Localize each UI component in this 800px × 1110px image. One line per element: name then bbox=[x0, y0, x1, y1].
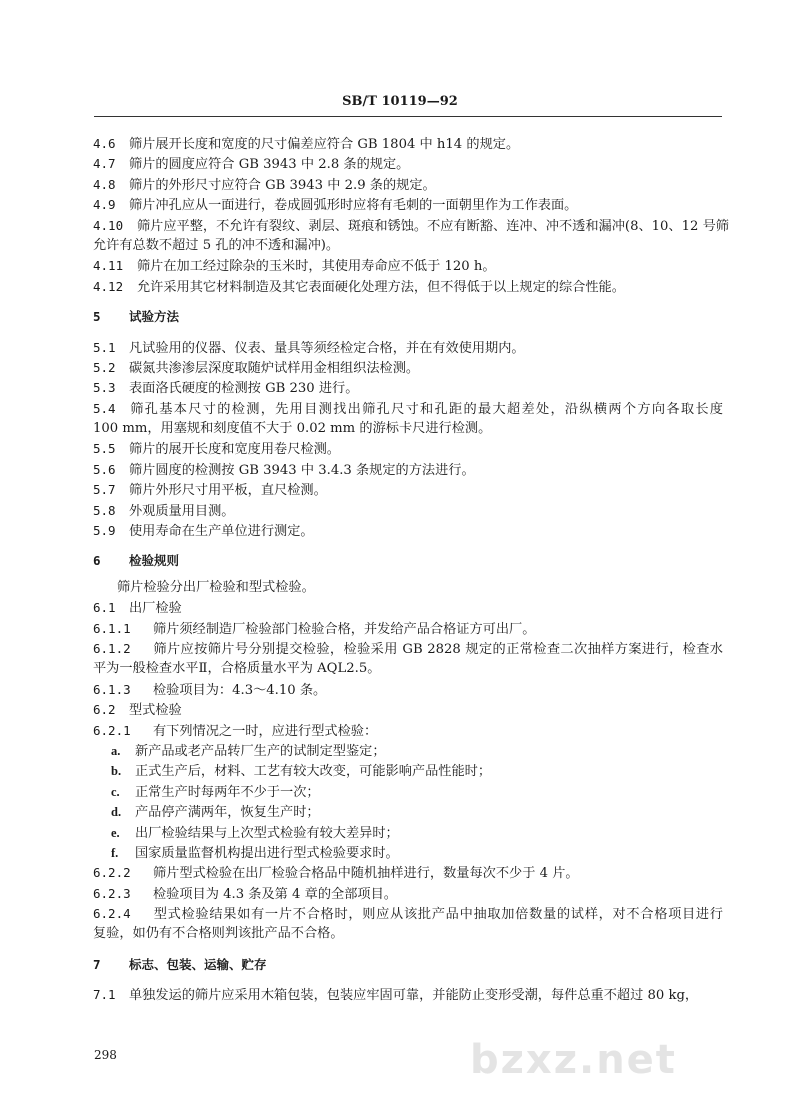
header-rule bbox=[94, 116, 722, 117]
clause-text: 筛片的展开长度和宽度用卷尺检测。 bbox=[129, 442, 340, 458]
clause-number: 4.12 bbox=[93, 278, 124, 294]
clause bbox=[93, 521, 723, 541]
clause-number: 4.10 bbox=[93, 217, 124, 233]
clause-number: 7.1 bbox=[93, 987, 116, 1003]
list-marker: a. bbox=[111, 743, 121, 758]
clause bbox=[93, 460, 723, 480]
clause bbox=[93, 884, 723, 904]
clause-text: 检验项目为 4.3 条及第 4 章的全部项目。 bbox=[153, 886, 397, 902]
list-marker: b. bbox=[111, 764, 122, 779]
clause bbox=[93, 399, 723, 419]
clause-text: 出厂检验 bbox=[129, 601, 182, 617]
clause bbox=[93, 501, 723, 521]
clause-text: 型式检验 bbox=[129, 703, 182, 719]
clause-number: 6.1 bbox=[93, 600, 116, 616]
clause bbox=[93, 338, 723, 358]
clause-text: 允许采用其它材料制造及其它表面硬化处理方法，但不得低于以上规定的综合性能。 bbox=[137, 279, 625, 295]
section-6-intro: 筛片检验分出厂检验和型式检验。 bbox=[117, 579, 315, 595]
clause bbox=[93, 256, 723, 276]
clause bbox=[93, 175, 723, 195]
clause-continuation: 允许有总数不超过 5 孔的冲不透和漏冲)。 bbox=[93, 237, 340, 253]
clause-text: 筛片圆度的检测按 GB 3943 中 3.4.3 条规定的方法进行。 bbox=[129, 462, 475, 478]
clause-number: 4.11 bbox=[93, 258, 124, 274]
clause bbox=[93, 721, 723, 741]
clause-text: 筛片的外形尺寸应符合 GB 3943 中 2.9 条的规定。 bbox=[129, 177, 436, 193]
clause-number: 6.2.1 bbox=[93, 722, 131, 738]
clause bbox=[93, 680, 723, 700]
clause-text: 筛片应按筛片号分别提交检验，检验采用 GB 2828 规定的正常检查二次抽样方案进行，检查水 bbox=[153, 641, 723, 657]
clause-6-2-1-list bbox=[93, 741, 723, 863]
clause-text: 使用寿命在生产单位进行测定。 bbox=[129, 524, 314, 540]
clause-number: 5.7 bbox=[93, 482, 116, 498]
list-item-text: 新产品或老产品转厂生产的试制定型鉴定； bbox=[135, 743, 386, 759]
clause-continuation: 复验，如仍有不合格则判该批产品不合格。 bbox=[93, 926, 344, 942]
clause bbox=[93, 598, 723, 618]
clause bbox=[93, 904, 723, 924]
clause-text: 型式检验结果如有一片不合格时，则应从该批产品中抽取加倍数量的试样，对不合格项目进行 bbox=[153, 907, 723, 923]
clause bbox=[93, 154, 723, 174]
clause-number: 4.8 bbox=[93, 176, 116, 192]
standard-header: SB/T 10119—92 bbox=[342, 94, 458, 109]
clause-number: 4.9 bbox=[93, 197, 116, 213]
list-item-text: 正式生产后，材料、工艺有较大改变，可能影响产品性能时； bbox=[135, 764, 492, 780]
section-7-clauses bbox=[93, 985, 723, 1005]
clause-continuation: 100 mm，用塞规和刻度值不大于 0.02 mm 的游标卡尺进行检测。 bbox=[93, 421, 492, 437]
list-item bbox=[93, 802, 723, 822]
clause-number: 5.4 bbox=[93, 400, 116, 416]
clause-text: 筛孔基本尺寸的检测，先用目测找出筛孔尺寸和孔距的最大超差处，沿纵横两个方向各取长度 bbox=[129, 401, 723, 417]
clause-number: 5.5 bbox=[93, 441, 116, 457]
clause bbox=[93, 985, 723, 1005]
section-heading-6: 6 检验规则 bbox=[93, 553, 180, 569]
clause-number: 5.8 bbox=[93, 502, 116, 518]
clause-number: 6.1.1 bbox=[93, 620, 131, 636]
watermark: bzxz.net bbox=[470, 1037, 677, 1083]
clause bbox=[93, 216, 729, 236]
clause-text: 筛片的圆度应符合 GB 3943 中 2.8 条的规定。 bbox=[129, 157, 410, 173]
clause-text: 有下列情况之一时，应进行型式检验： bbox=[153, 723, 378, 739]
section-5-clauses bbox=[93, 338, 723, 542]
list-item-text: 产品停产满两年，恢复生产时； bbox=[135, 805, 320, 821]
clause-number: 5.9 bbox=[93, 523, 116, 539]
clause bbox=[93, 639, 723, 659]
clause bbox=[93, 378, 723, 398]
section-6-clauses bbox=[93, 598, 723, 741]
clause-number: 6.2.3 bbox=[93, 885, 131, 901]
document-body bbox=[93, 134, 729, 1006]
clause bbox=[93, 700, 723, 720]
clause bbox=[93, 277, 723, 297]
clause-continuation: 平为一般检查水平Ⅱ，合格质量水平为 AQL2.5。 bbox=[93, 661, 381, 677]
clause-number: 6.2.2 bbox=[93, 865, 131, 881]
clause-text: 检验项目为：4.3～4.10 条。 bbox=[153, 682, 327, 698]
list-marker: e. bbox=[111, 825, 120, 840]
clause-number: 6.1.3 bbox=[93, 681, 131, 697]
clause-text: 筛片须经制造厂检验部门检验合格，并发给产品合格证方可出厂。 bbox=[153, 621, 536, 637]
clause-number: 4.6 bbox=[93, 136, 116, 151]
clause-text: 凡试验用的仪器、仪表、量具等须经检定合格，并在有效使用期内。 bbox=[129, 340, 525, 356]
section-6-2-clauses bbox=[93, 863, 723, 945]
list-marker: f. bbox=[111, 845, 119, 860]
clause-text: 外观质量用目测。 bbox=[129, 503, 235, 519]
list-item bbox=[93, 761, 723, 781]
list-item bbox=[93, 823, 723, 843]
clause bbox=[93, 358, 723, 378]
clause-text: 筛片展开长度和宽度的尺寸偏差应符合 GB 1804 中 h14 的规定。 bbox=[129, 137, 520, 152]
list-item-text: 出厂检验结果与上次型式检验有较大差异时； bbox=[135, 825, 399, 841]
clause-number: 5.2 bbox=[93, 359, 116, 375]
section-heading-7: 7 标志、包装、运输、贮存 bbox=[93, 956, 267, 972]
clause bbox=[93, 619, 723, 639]
list-item bbox=[93, 843, 723, 863]
clause-number: 6.2.4 bbox=[93, 906, 131, 922]
clause-text: 单独发运的筛片应采用木箱包装，包装应牢固可靠，并能防止变形受潮，每件总重不超过 80 kg， bbox=[129, 988, 699, 1004]
section-heading-5: 5 试验方法 bbox=[93, 309, 180, 325]
clause-text: 筛片在加工经过除杂的玉米时，其使用寿命应不低于 120 h。 bbox=[137, 259, 496, 275]
list-marker: d. bbox=[111, 805, 122, 820]
clause-text: 碳氮共渗渗层深度取随炉试样用金相组织法检测。 bbox=[129, 360, 420, 376]
clause-number: 5.6 bbox=[93, 461, 116, 477]
clause bbox=[93, 439, 723, 459]
clause-number: 4.7 bbox=[93, 156, 116, 172]
list-marker: c. bbox=[111, 784, 120, 799]
clause bbox=[93, 134, 723, 154]
clause-text: 筛片应平整，不允许有裂纹、剥层、斑痕和锈蚀。不应有断豁、连冲、冲不透和漏冲(8、10、12 号筛 bbox=[137, 218, 729, 234]
clause-text: 筛片冲孔应从一面进行，卷成圆弧形时应将有毛刺的一面朝里作为工作表面。 bbox=[129, 198, 578, 214]
clause-number: 5.3 bbox=[93, 380, 116, 396]
clause-number: 6.1.2 bbox=[93, 640, 131, 656]
clause-text: 筛片外形尺寸用平板，直尺检测。 bbox=[129, 483, 327, 499]
clause bbox=[93, 480, 723, 500]
clause bbox=[93, 863, 723, 883]
list-item-text: 国家质量监督机构提出进行型式检验要求时。 bbox=[135, 845, 399, 861]
clause-number: 6.2 bbox=[93, 702, 116, 718]
clause bbox=[93, 195, 723, 215]
list-item bbox=[93, 782, 723, 802]
page-number: 298 bbox=[94, 1048, 117, 1062]
clause-text: 筛片型式检验在出厂检验合格品中随机抽样进行，数量每次不少于 4 片。 bbox=[153, 866, 579, 882]
list-item bbox=[93, 741, 723, 761]
clause-number: 5.1 bbox=[93, 339, 116, 355]
list-item-text: 正常生产时每两年不少于一次； bbox=[135, 784, 320, 800]
section-4-clauses bbox=[93, 134, 729, 297]
clause-text: 表面洛氏硬度的检测按 GB 230 进行。 bbox=[129, 381, 359, 397]
